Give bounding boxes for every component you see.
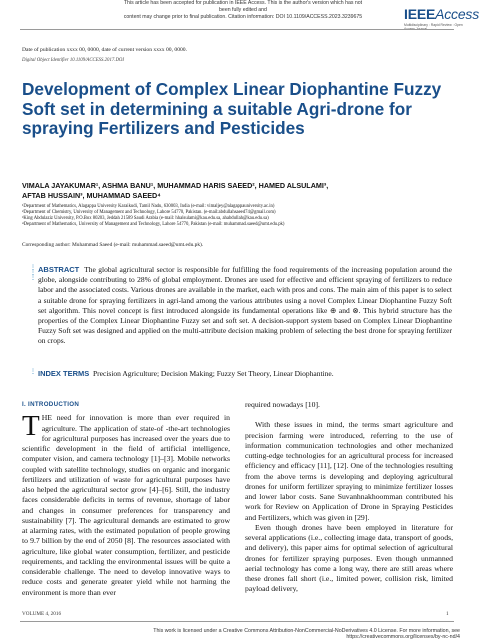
logo-tagline: Multidisciplinary : Rapid Review : Open bbox=[404, 23, 463, 27]
intro-paragraph bbox=[22, 410, 230, 598]
notice-line: content may change prior to final publication. Citation information: DOI 10.1109/ACCESS.2023.3239675 bbox=[123, 14, 363, 20]
volume-label: VOLUME 4, 2016 bbox=[22, 611, 62, 617]
section-heading: I. INTRODUCTION bbox=[22, 401, 80, 408]
affiliation: ³King Abdulaziz University, P.O.Box 80203, Jeddah 21589 Saudi Arabia (e-mail: hhalsulami@kau.edu.sa, ahabdullah@kau.edu.sa) bbox=[22, 216, 269, 221]
logo-accent: Access bbox=[435, 6, 479, 22]
intro-text: HE need for innovation is more than ever required in agriculture. The application of state-of -the-art technologies for agricultural purposes has increased over the years due to scientific development in the field of artificial intelligence, computer vision, and camera technology [1]–[3]. Mobile networks coupled with satellite technology, studies on organic and inorganic fertilizers and utilization of waste for agricultural purposes have also helped the agricultural sector grow [4]–[6]. Still, the industry faces considerable deficits in terms of revenue, shortage of labor and changes in consumer preferences for transparency and sustainability [7]. The agricultural demands are estimated to grow at alarming rates, with the estimated population of people growing to 9.7 billion by the end of 2050 [8]. The resources associated with agriculture, like global water consumption, fertilizer, and pesticide requirements, and tackling the environmental issues will be quite a considerable challenge. The need to develop innovative ways to reduce costs and generate greater yield while not harming the environment is more than ever bbox=[22, 413, 230, 597]
publication-notice bbox=[118, 0, 368, 21]
abstract-text: The global agricultural sector is responsible for fulfilling the food requirements of the increasing population around the globe, alongside contributing to 28% of global employment. Drones are used for effective and efficient spraying of fertilizers to reduce labor and the associated costs. Various drones are available in the market, each with pros and cons. The main aim of this paper is to select a suitable drone for spraying fertilizers in agri-land among the various attributes using a novel Complex Linear Diophantine Fuzzy Soft set algorithm. This novel concept is first introduced alongside its fundamental operations like ⊕ and ⊗. This hybrid structure has the properties of the Complex Linear Diophantine Fuzzy set and soft set. A decision-support system based on Complex Linear Diophantine Fuzzy Soft set was designed and applied on the multi-attribute decision making problem of selecting the best drone for spraying fertilizer on crops. bbox=[38, 265, 452, 346]
header-divider bbox=[20, 29, 454, 30]
section-marker-icon: ⋮ ⋮ ⋮ bbox=[30, 265, 36, 281]
page-number: 1 bbox=[446, 611, 449, 617]
paragraph: With these issues in mind, the terms smart agriculture and precision farming were introduced, referring to the use of information communication technologies and other mechanized cutting-edge technologies for an agricultural process for increased efficiency and efficacy [11], [12]. One of the technologies resulting from the above terms is developing and deploying agricultural drones for uniform fertilizer spraying to minimize fertilizer losses and lower labor costs. Sane Suvanhnakhoomman contributed his work for Review on Application of Drone in Spraying Pesticides and Fertilizers, which was given in [29]. bbox=[245, 420, 453, 522]
affiliation: ¹Department of Mathematics, Alagappa University Karaikudi, Tamil Nadu, 630003, India (e-mail: vimaljey@alagappauniversity.ac.in) bbox=[22, 204, 275, 209]
right-column bbox=[245, 400, 453, 595]
ieee-access-logo bbox=[404, 6, 479, 22]
paragraph: required nowadays [10]. bbox=[245, 400, 320, 409]
affiliation: ⁴Department of Mathematics, University of Management and Technology, Lahore 54770, Pakistan (e-mail: muhammad.saeed@umt.edu.pk) bbox=[22, 222, 285, 227]
index-terms-text: Precision Agriculture; Decision Making; Fuzzy Set Theory, Linear Diophantine. bbox=[93, 369, 334, 378]
abstract bbox=[38, 265, 452, 347]
footer-divider bbox=[20, 621, 454, 622]
drop-cap: T bbox=[22, 410, 40, 443]
index-terms-label: INDEX TERMS bbox=[38, 369, 90, 378]
doi-line: Digital Object Identifier 10.1109/ACCESS.2017.DOI bbox=[22, 58, 124, 63]
author-line: VIMALA JAYAKUMAR¹, ASHMA BANU¹, MUHAMMAD HARIS SAEED², HAMED ALSULAMI³, bbox=[22, 181, 329, 190]
author-list bbox=[22, 181, 452, 201]
corresponding-author: Corresponding author: Muhammad Saeed (e-mail: muhammad.saeed@umt.edu.pk). bbox=[22, 242, 204, 248]
license-notice: This work is licensed under a Creative Commons Attribution-NonCommercial-NoDerivatives 4.0 License. For more information, see https://creativecommons.org/licenses/by-nc-nd/4 bbox=[153, 628, 460, 640]
notice-line: This article has been accepted for publication in IEEE Access. This is the author's version which has not been fully edited and bbox=[123, 0, 363, 13]
paper-title: Development of Complex Linear Diophantine Fuzzy Soft set in determining a suitable Agri-drone for spraying Fertilizers and Pesticides bbox=[22, 79, 442, 139]
section-marker-icon: ⋮ bbox=[30, 369, 36, 375]
index-terms bbox=[38, 369, 452, 379]
paragraph: Even though drones have been employed in literature for several applications (i.e., collecting image data, transport of goods, and delivery), this paper aims for optimal selection of agricultural drones for fertilizer spraying purposes. Even though unmanned aerial technology has come a long way, there are still areas where these drones fall short (i.e., limited power, collision risk, limited payload delivery, bbox=[245, 522, 453, 594]
publication-dates: Date of publication xxxx 00, 0000, date of current version xxxx 00, 0000. bbox=[22, 47, 187, 53]
author-line: AFTAB HUSSAIN³, MUHAMMAD SAEED⁴ bbox=[22, 191, 161, 200]
affiliation: ²Department of Chemistry, University of Management and Technology, Lahore 54770, Pakistan. (e-mail:abdullahsaeed74@gmail.com) bbox=[22, 210, 276, 215]
abstract-label: ABSTRACT bbox=[38, 265, 80, 274]
logo-main: IEEE bbox=[404, 6, 436, 22]
left-column bbox=[22, 400, 230, 598]
